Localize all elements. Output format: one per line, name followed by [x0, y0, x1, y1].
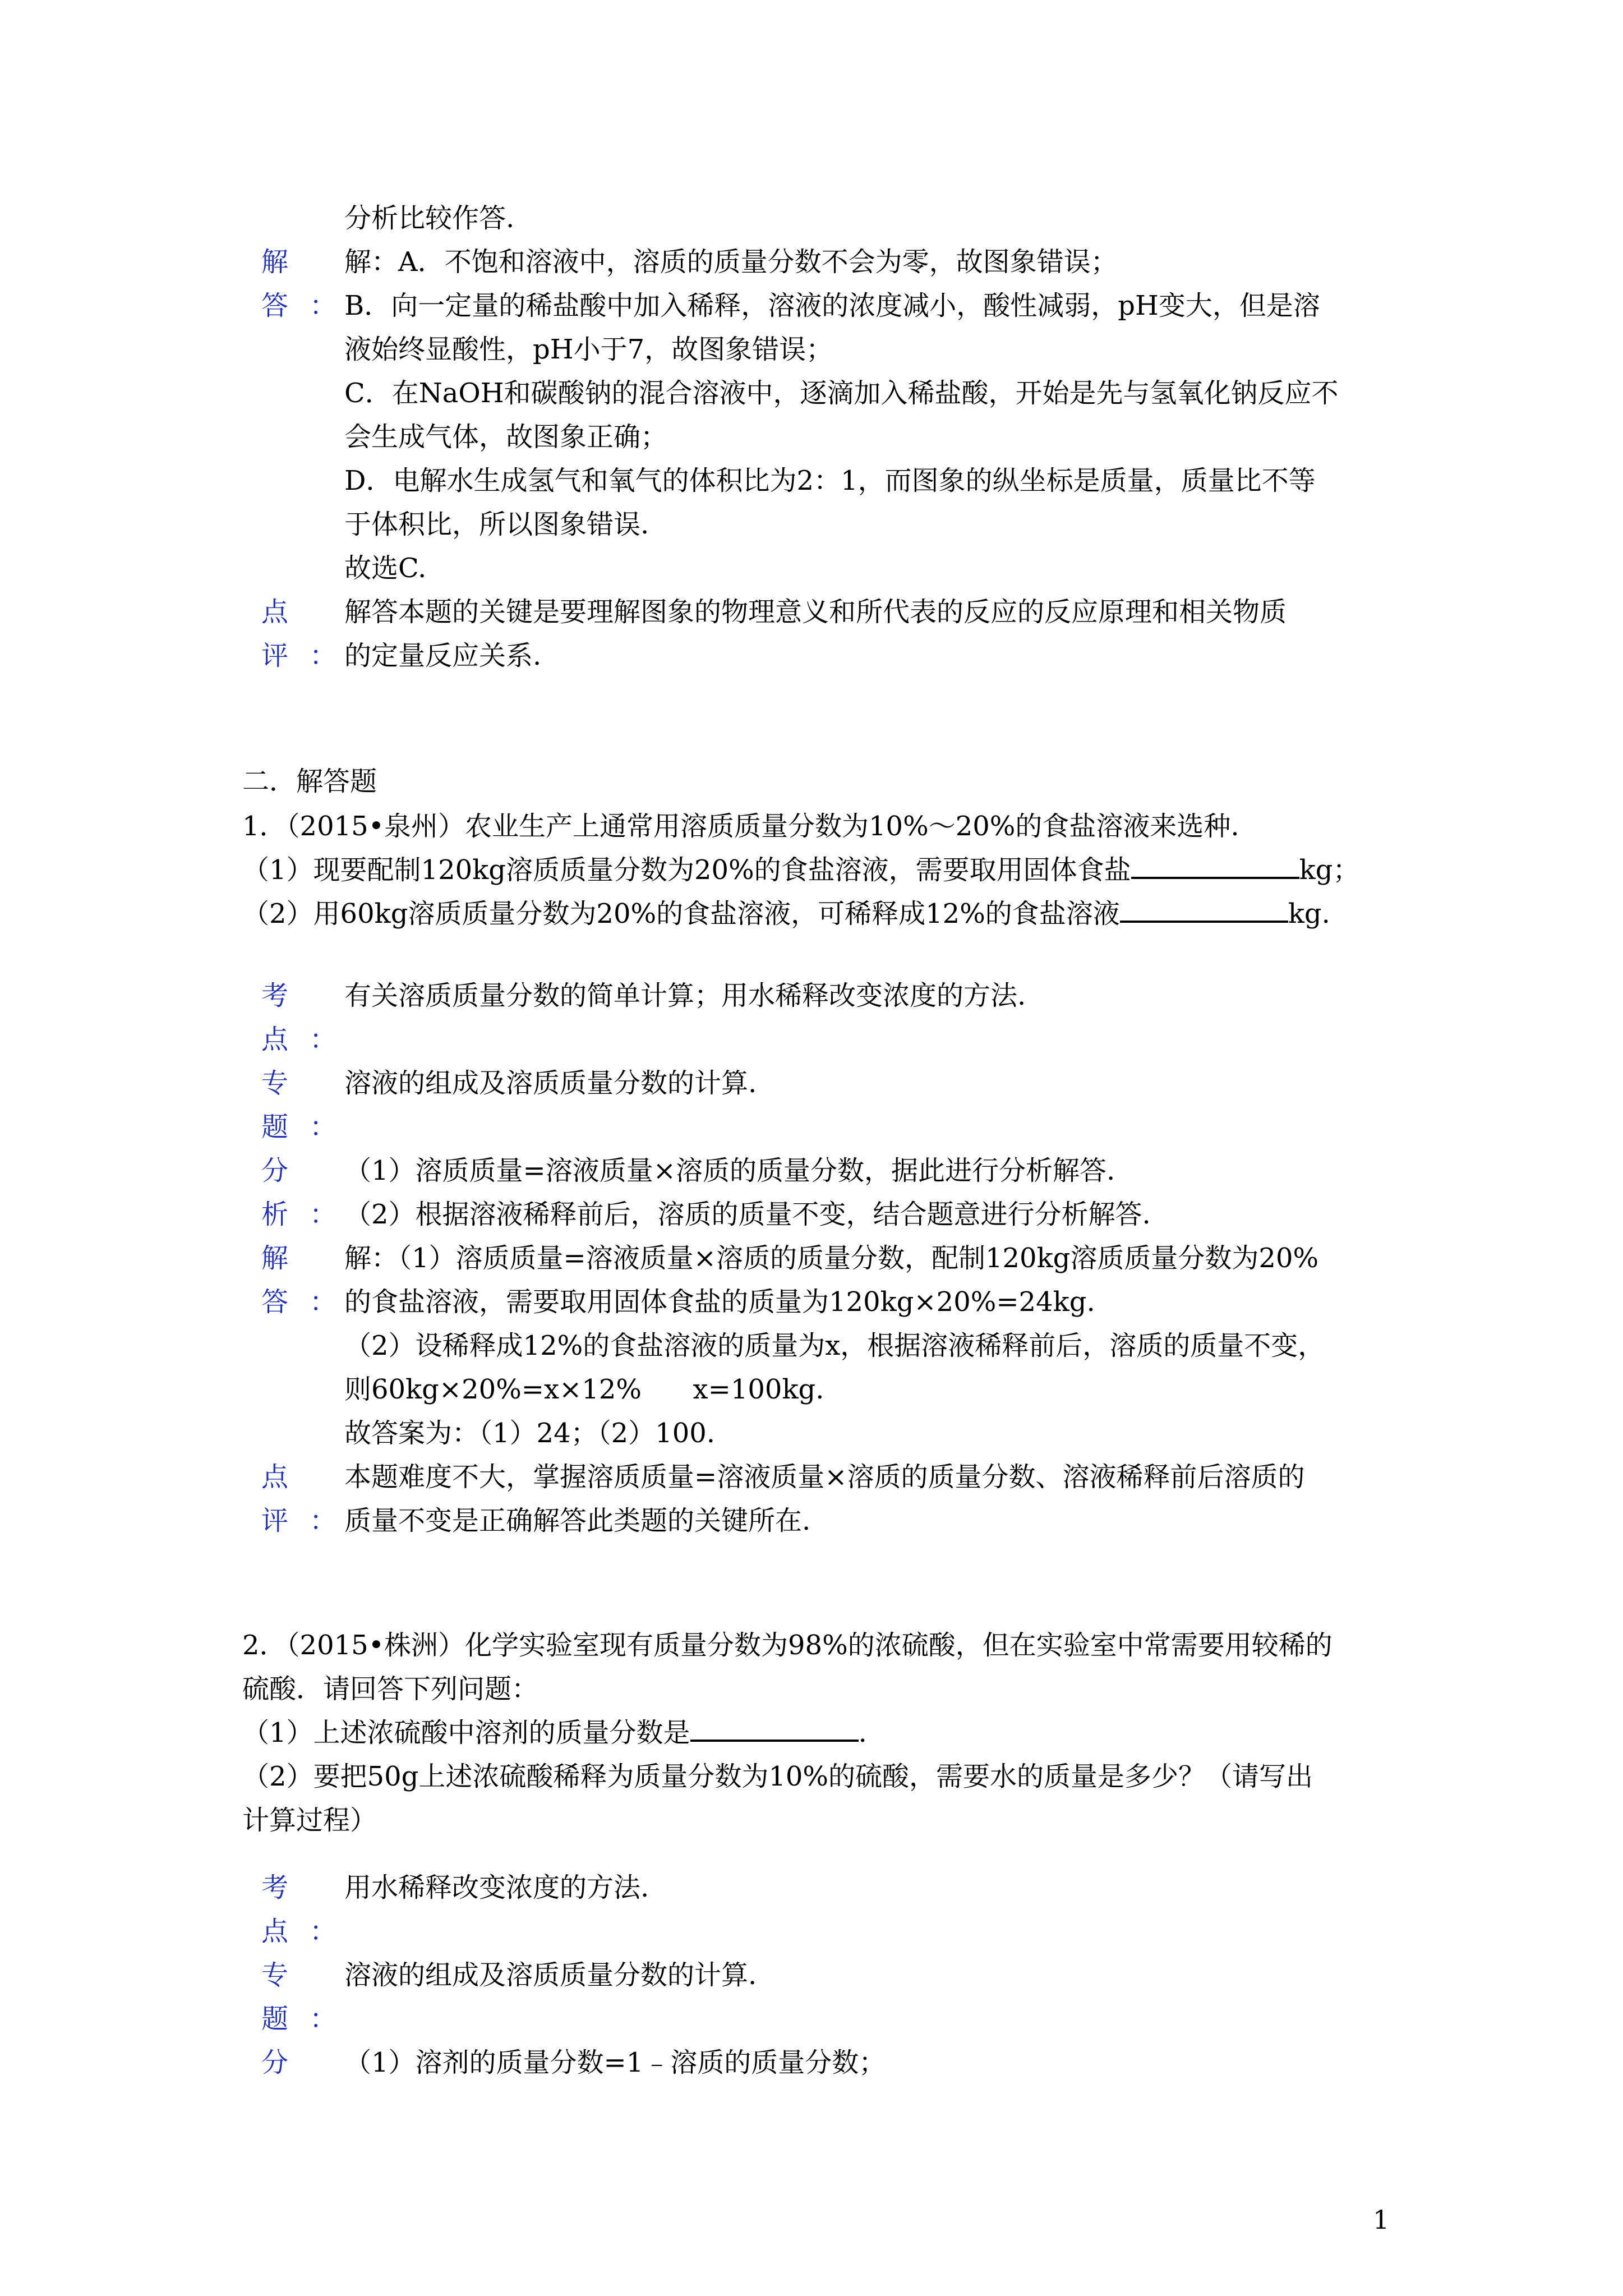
page-number: 1 [1373, 2205, 1390, 2235]
q1-kaodian: 考 点： 有关溶质质量分数的简单计算；用水稀释改变浓度的方法. [261, 980, 1026, 1055]
q1-zhuanti: 专 题： 溶液的组成及溶质质量分数的计算. [261, 1068, 757, 1143]
q1-fenxi: 分 析： （1）溶质质量=溶液质量×溶质的质量分数，据此进行分析解答. （2）根据溶液稀释前后，溶质的质量不变，结合题意进行分析解答. [261, 1155, 1151, 1230]
answer-blank[interactable] [690, 1717, 859, 1742]
q2-kaodian: 考 点： 用水稀释改变浓度的方法. [261, 1872, 649, 1947]
section-title: 二．解答题 [242, 766, 377, 797]
q1-dianping: 点 评： 本题难度不大，掌握溶质质量=溶液质量×溶质的质量分数、溶液稀释前后溶质的 质量不变是正确解答此类题的关键所在. [261, 1461, 1305, 1536]
q2-zhuanti: 专 题： 溶液的组成及溶质质量分数的计算. [261, 1959, 757, 2035]
q2-part1: （1）上述浓硫酸中溶剂的质量分数是 . [242, 1717, 867, 1749]
answer-blank[interactable] [1131, 854, 1299, 879]
answer-label: 解 答： [261, 246, 358, 321]
q2-fenxi: 分 （1）溶剂的质量分数=1﹣溶质的质量分数； [261, 2047, 886, 2078]
q1-stem: 1．（2015•泉州）农业生产上通常用溶质质量分数为10%～20%的食盐溶液来选种. （1）现要配制120kg溶质质量分数为20%的食盐溶液，需要取用固体食盐 kg； （2）用60kg溶质质量分数为20%的食盐溶液，可稀释成12%的食盐溶液 kg. [242, 804, 1376, 936]
prev-comment-block [261, 590, 1376, 678]
q2-stem: 2．（2015•株洲）化学实验室现有质量分数为98%的浓硫酸，但在实验室中常需要用较稀的 硫酸．请回答下列问题： （1）上述浓硫酸中溶剂的质量分数是 . （2）要把50g上述浓硫酸稀释为质量分数为10%的硫酸，需要水的质量是多少？（请写出 计算过程） [242, 1623, 1376, 1842]
q1-part1: （1）现要配制120kg溶质质量分数为20%的食盐溶液，需要取用固体食盐 kg； [242, 854, 1360, 886]
q1-part2: （2）用60kg溶质质量分数为20%的食盐溶液，可稀释成12%的食盐溶液 kg. [242, 898, 1330, 930]
prev-answer-block [261, 240, 1376, 590]
answer-blank[interactable] [1120, 898, 1288, 923]
answer-content: 解：A．不饱和溶液中，溶质的质量分数不会为零，故图象错误； B．向一定量的稀盐酸中加入稀释，溶液的浓度减小，酸性减弱，pH变大，但是溶 液始终显酸性，pH小于7，故图象错误； C．在NaOH和碳酸钠的混合溶液中，逐滴加入稀盐酸，开始是先与氢氧化钠反应不 会生成气体，故图象正确； D．电解水生成氢气和氧气的体积比为2：1，而图象的纵坐标是质量，质量比不等 于体积比，所以图象错误. 故选C. [344, 246, 1339, 584]
q1-jieda: 解 答： 解：（1）溶质质量=溶液质量×溶质的质量分数，配制120kg溶质质量分数为20% 的食盐溶液，需要取用固体食盐的质量为120kg×20%=24kg. （2）设稀释成12%的食盐溶液的质量为x，根据溶液稀释前后，溶质的质量不变， 则60kg×20%=x×12% x=100kg. 故答案为：（1）24；（2）100. [261, 1243, 1325, 1449]
comment-label: 点 评： [261, 596, 358, 671]
prev-analysis-tail: 分析比较作答. [344, 203, 515, 234]
comment-content: 解答本题的关键是要理解图象的物理意义和所代表的反应的反应原理和相关物质 的定量反应关系. [344, 596, 1287, 671]
